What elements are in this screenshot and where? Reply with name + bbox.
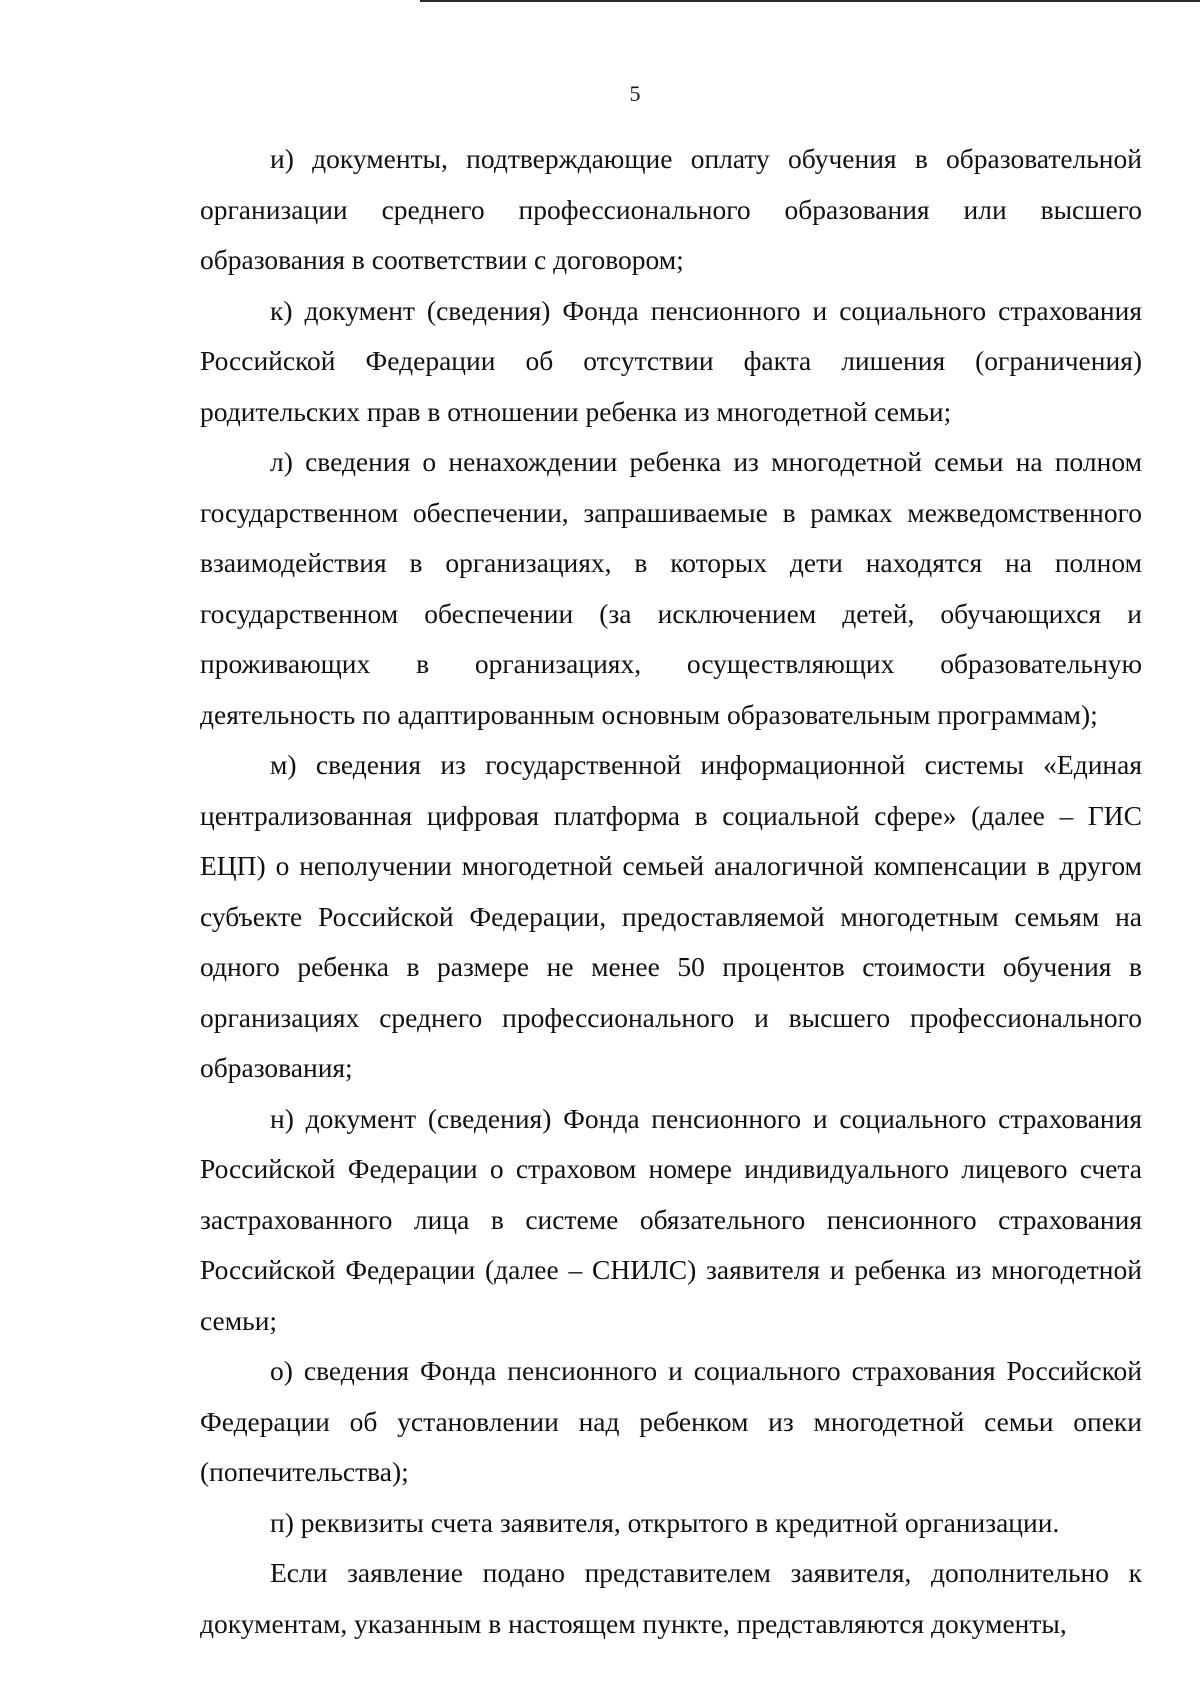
paragraph-item-o: о) сведения Фонда пенсионного и социального страхования Российской Федерации об установлении над ребенком из многодетной семьи опеки (попечительства);	[200, 1355, 1142, 1487]
paragraph-item-i: и) документы, подтверждающие оплату обучения в образовательной организации среднего профессионального образования или высшего образования в соответствии с договором;	[200, 143, 1142, 275]
paragraph-item-l: л) сведения о ненахождении ребенка из многодетной семьи на полном государственном обеспечении, запрашиваемые в рамках межведомственного взаимодействия в организациях, в которых дети находятся на полном государственном обеспечении (за исключением детей, обучающихся и проживающих в организациях, осуществляющих образовательную деятельность по адаптированным основным образовательным программам);	[200, 446, 1142, 730]
page-number: 5	[629, 81, 641, 106]
document-body	[200, 134, 1142, 1649]
paragraph-item-n: н) документ (сведения) Фонда пенсионного и социального страхования Российской Федерации о страховом номере индивидуального лицевого счета застрахованного лица в системе обязательного пенсионного страхования Российской Федерации (далее – СНИЛС) заявителя и ребенка из многодетной семьи;	[200, 1102, 1142, 1336]
top-edge-rule	[420, 0, 1200, 2]
paragraph-item-m: м) сведения из государственной информационной системы «Единая централизованная цифровая платформа в социальной сфере» (далее – ГИС ЕЦП) о неполучении многодетной семьей аналогичной компенсации в другом субъекте Российской Федерации, предоставляемой многодетным семьям на одного ребенка в размере не менее 50 процентов стоимости обучения в организациях среднего профессионального и высшего профессионального образования;	[200, 749, 1142, 1083]
paragraph-representative: Если заявление подано представителем заявителя, дополнительно к документам, указанным в настоящем пункте, представляются документы,	[200, 1557, 1142, 1639]
paragraph-item-k: к) документ (сведения) Фонда пенсионного и социального страхования Российской Федерации об отсутствии факта лишения (ограничения) родительских прав в отношении ребенка из многодетной семьи;	[200, 294, 1142, 427]
paragraph-item-p: п) реквизиты счета заявителя, открытого в кредитной организации.	[270, 1506, 1060, 1538]
